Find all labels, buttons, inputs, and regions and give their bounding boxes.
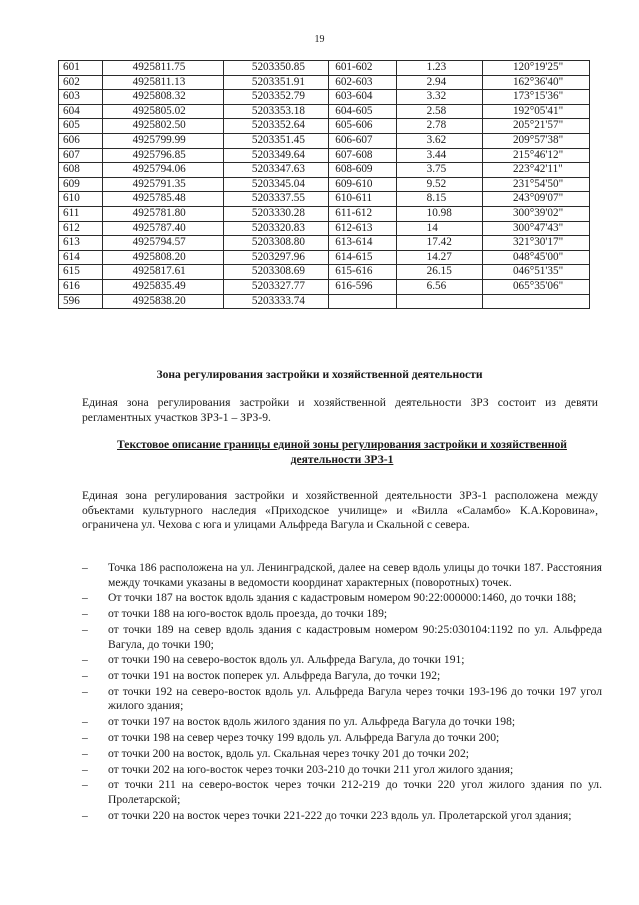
y-coordinate-cell: 5203308.69 <box>223 265 328 280</box>
x-coordinate-cell: 4925791.35 <box>102 177 223 192</box>
y-coordinate-cell: 5203345.04 <box>223 177 328 192</box>
y-coordinate-cell: 5203337.55 <box>223 192 328 207</box>
bearing-cell: 321°30'17" <box>482 236 589 251</box>
table-row <box>59 192 590 207</box>
list-item <box>82 561 602 590</box>
length-cell: 3.75 <box>396 163 482 178</box>
list-item <box>82 809 602 824</box>
point-number-cell: 603 <box>59 90 103 105</box>
point-number-cell: 611 <box>59 206 103 221</box>
intro-paragraph: Единая зона регулирования застройки и хозяйственной деятельности ЗРЗ состоит из девяти регламентных участков ЗРЗ-1 – ЗРЗ-9. <box>82 396 598 424</box>
table-row <box>59 206 590 221</box>
bearing-cell <box>482 294 589 309</box>
list-item-text: от точки 191 на восток поперек ул. Альфреда Вагула, до точки 192; <box>108 669 441 683</box>
bearing-cell: 300°47'43" <box>482 221 589 236</box>
table-row <box>59 294 590 309</box>
y-coordinate-cell: 5203320.83 <box>223 221 328 236</box>
y-coordinate-cell: 5203349.64 <box>223 148 328 163</box>
length-cell: 1.23 <box>396 61 482 76</box>
length-cell: 14 <box>396 221 482 236</box>
x-coordinate-cell: 4925799.99 <box>102 133 223 148</box>
point-number-cell: 596 <box>59 294 103 309</box>
y-coordinate-cell: 5203352.79 <box>223 90 328 105</box>
list-item-text: от точки 200 на восток, вдоль ул. Скальная через точку 201 до точки 202; <box>108 746 469 760</box>
page-number: 19 <box>314 34 325 45</box>
table-row <box>59 236 590 251</box>
bearing-cell: 205°21'57" <box>482 119 589 134</box>
list-dash: – <box>82 653 88 667</box>
x-coordinate-cell: 4925817.61 <box>102 265 223 280</box>
y-coordinate-cell: 5203353.18 <box>223 104 328 119</box>
table-row <box>59 90 590 105</box>
list-item <box>82 778 602 807</box>
length-cell: 2.78 <box>396 119 482 134</box>
bearing-cell: 192°05'41" <box>482 104 589 119</box>
x-coordinate-cell: 4925808.32 <box>102 90 223 105</box>
y-coordinate-cell: 5203347.63 <box>223 163 328 178</box>
list-item <box>82 731 602 746</box>
list-dash: – <box>82 715 88 729</box>
bearing-cell: 120°19'25" <box>482 61 589 76</box>
point-number-cell: 605 <box>59 119 103 134</box>
x-coordinate-cell: 4925811.13 <box>102 75 223 90</box>
list-dash: – <box>82 684 88 698</box>
list-dash: – <box>82 778 88 792</box>
segment-cell: 609-610 <box>329 177 396 192</box>
segment-cell: 607-608 <box>329 148 396 163</box>
list-item-text: от точки 220 на восток через точки 221-222 до точки 223 вдоль ул. Пролетарской угол здания; <box>108 808 572 822</box>
list-item-text: от точки 189 на север вдоль здания с кадастровым номером 90:25:030104:1192 по ул. Альфреда Вагула, до точки 190; <box>108 622 602 651</box>
boundary-points-list <box>82 561 602 825</box>
length-cell: 3.62 <box>396 133 482 148</box>
bearing-cell: 162°36'40" <box>482 75 589 90</box>
list-item-text: от точки 202 на юго-восток через точки 203-210 до точки 211 угол жилого здания; <box>108 762 514 776</box>
table-row <box>59 250 590 265</box>
segment-cell <box>329 294 396 309</box>
x-coordinate-cell: 4925838.20 <box>102 294 223 309</box>
y-coordinate-cell: 5203333.74 <box>223 294 328 309</box>
x-coordinate-cell: 4925811.75 <box>102 61 223 76</box>
y-coordinate-cell: 5203350.85 <box>223 61 328 76</box>
segment-cell: 606-607 <box>329 133 396 148</box>
point-number-cell: 615 <box>59 265 103 280</box>
list-item <box>82 591 602 606</box>
segment-cell: 608-609 <box>329 163 396 178</box>
length-cell: 9.52 <box>396 177 482 192</box>
list-item <box>82 653 602 668</box>
list-dash: – <box>82 746 88 760</box>
table-row <box>59 61 590 76</box>
table-row <box>59 148 590 163</box>
segment-cell: 601-602 <box>329 61 396 76</box>
list-item-text: от точки 211 на северо-восток через точки 212-219 до точки 220 угол жилого здания по ул. Пролетарской; <box>108 778 602 806</box>
length-cell: 26.15 <box>396 265 482 280</box>
segment-cell: 605-606 <box>329 119 396 134</box>
x-coordinate-cell: 4925787.40 <box>102 221 223 236</box>
point-number-cell: 610 <box>59 192 103 207</box>
point-number-cell: 601 <box>59 61 103 76</box>
point-number-cell: 616 <box>59 279 103 294</box>
table-row <box>59 133 590 148</box>
segment-cell: 614-615 <box>329 250 396 265</box>
segment-cell: 611-612 <box>329 206 396 221</box>
list-item-text: Точка 186 расположена на ул. Ленинградской, далее на север вдоль улицы до точки 187. Расстояния между точками указаны в ведомости координат характерных (поворотных) точек. <box>108 561 602 589</box>
table-row <box>59 221 590 236</box>
list-dash: – <box>82 561 88 574</box>
x-coordinate-cell: 4925796.85 <box>102 148 223 163</box>
length-cell: 17.42 <box>396 236 482 251</box>
bearing-cell: 046°51'35" <box>482 265 589 280</box>
list-item-text: от точки 188 на юго-восток вдоль проезда, до точки 189; <box>108 607 388 621</box>
bearing-cell: 223°42'11" <box>482 163 589 178</box>
table-row <box>59 75 590 90</box>
bearing-cell: 173°15'36" <box>482 90 589 105</box>
segment-cell: 610-611 <box>329 192 396 207</box>
y-coordinate-cell: 5203352.64 <box>223 119 328 134</box>
table-row <box>59 119 590 134</box>
bearing-cell: 231°54'50" <box>482 177 589 192</box>
y-coordinate-cell: 5203351.45 <box>223 133 328 148</box>
list-item <box>82 623 602 652</box>
length-cell: 3.32 <box>396 90 482 105</box>
table-row <box>59 279 590 294</box>
y-coordinate-cell: 5203308.80 <box>223 236 328 251</box>
table-row <box>59 104 590 119</box>
length-cell <box>396 294 482 309</box>
length-cell: 6.56 <box>396 279 482 294</box>
segment-cell: 612-613 <box>329 221 396 236</box>
point-number-cell: 609 <box>59 177 103 192</box>
bearing-cell: 300°39'02" <box>482 206 589 221</box>
list-item-text: От точки 187 на восток вдоль здания с кадастровым номером 90:22:000000:1460, до точки 188; <box>108 591 577 605</box>
x-coordinate-cell: 4925835.49 <box>102 279 223 294</box>
list-item <box>82 747 602 762</box>
list-item <box>82 763 602 778</box>
segment-cell: 604-605 <box>329 104 396 119</box>
length-cell: 3.44 <box>396 148 482 163</box>
segment-cell: 615-616 <box>329 265 396 280</box>
bearing-cell: 215°46'12" <box>482 148 589 163</box>
point-number-cell: 614 <box>59 250 103 265</box>
bearing-cell: 209°57'38" <box>482 133 589 148</box>
zone-description-paragraph: Единая зона регулирования застройки и хозяйственной деятельности ЗРЗ-1 расположена между объектами культурного наследия «Приходское училище» и «Вилла «Саламбо» К.А.Коровина», ограничена ул. Чехова с юга и улицами Альфреда Вагула и Скальной с севера. <box>82 489 598 532</box>
length-cell: 2.58 <box>396 104 482 119</box>
bearing-cell: 065°35'06" <box>482 279 589 294</box>
coordinates-table <box>58 60 590 309</box>
x-coordinate-cell: 4925785.48 <box>102 192 223 207</box>
list-dash: – <box>82 622 88 636</box>
segment-cell: 603-604 <box>329 90 396 105</box>
list-item-text: от точки 192 на северо-восток вдоль ул. Альфреда Вагула через точки 193-196 до точки 197 угол жилого здания; <box>108 684 602 713</box>
length-cell: 8.15 <box>396 192 482 207</box>
x-coordinate-cell: 4925794.06 <box>102 163 223 178</box>
list-item <box>82 607 602 622</box>
length-cell: 10.98 <box>396 206 482 221</box>
segment-cell: 602-603 <box>329 75 396 90</box>
list-dash: – <box>82 607 88 621</box>
x-coordinate-cell: 4925802.50 <box>102 119 223 134</box>
list-item-text: от точки 197 на восток вдоль жилого здания по ул. Альфреда Вагула до точки 198; <box>108 715 516 729</box>
point-number-cell: 608 <box>59 163 103 178</box>
table-row <box>59 163 590 178</box>
point-number-cell: 604 <box>59 104 103 119</box>
length-cell: 2.94 <box>396 75 482 90</box>
segment-cell: 616-596 <box>329 279 396 294</box>
table-row <box>59 177 590 192</box>
list-item <box>82 685 602 714</box>
point-number-cell: 612 <box>59 221 103 236</box>
x-coordinate-cell: 4925808.20 <box>102 250 223 265</box>
subsection-heading: Текстовое описание границы единой зоны регулирования застройки и хозяйственной деятельности ЗРЗ-1 <box>117 438 567 466</box>
section-heading: Зона регулирования застройки и хозяйственной деятельности <box>156 368 483 381</box>
x-coordinate-cell: 4925805.02 <box>102 104 223 119</box>
point-number-cell: 606 <box>59 133 103 148</box>
list-item <box>82 669 602 684</box>
point-number-cell: 613 <box>59 236 103 251</box>
coordinates-table-body <box>59 61 590 309</box>
list-dash: – <box>82 669 88 683</box>
y-coordinate-cell: 5203297.96 <box>223 250 328 265</box>
x-coordinate-cell: 4925781.80 <box>102 206 223 221</box>
segment-cell: 613-614 <box>329 236 396 251</box>
x-coordinate-cell: 4925794.57 <box>102 236 223 251</box>
list-dash: – <box>82 762 88 776</box>
bearing-cell: 243°09'07" <box>482 192 589 207</box>
y-coordinate-cell: 5203330.28 <box>223 206 328 221</box>
list-dash: – <box>82 731 88 745</box>
y-coordinate-cell: 5203327.77 <box>223 279 328 294</box>
bearing-cell: 048°45'00" <box>482 250 589 265</box>
y-coordinate-cell: 5203351.91 <box>223 75 328 90</box>
list-dash: – <box>82 808 88 822</box>
list-dash: – <box>82 591 88 605</box>
point-number-cell: 607 <box>59 148 103 163</box>
table-row <box>59 265 590 280</box>
list-item-text: от точки 198 на север через точку 199 вдоль ул. Альфреда Вагула до точки 200; <box>108 731 500 745</box>
list-item <box>82 715 602 730</box>
length-cell: 14.27 <box>396 250 482 265</box>
point-number-cell: 602 <box>59 75 103 90</box>
list-item-text: от точки 190 на северо-восток вдоль ул. Альфреда Вагула, до точки 191; <box>108 653 465 667</box>
